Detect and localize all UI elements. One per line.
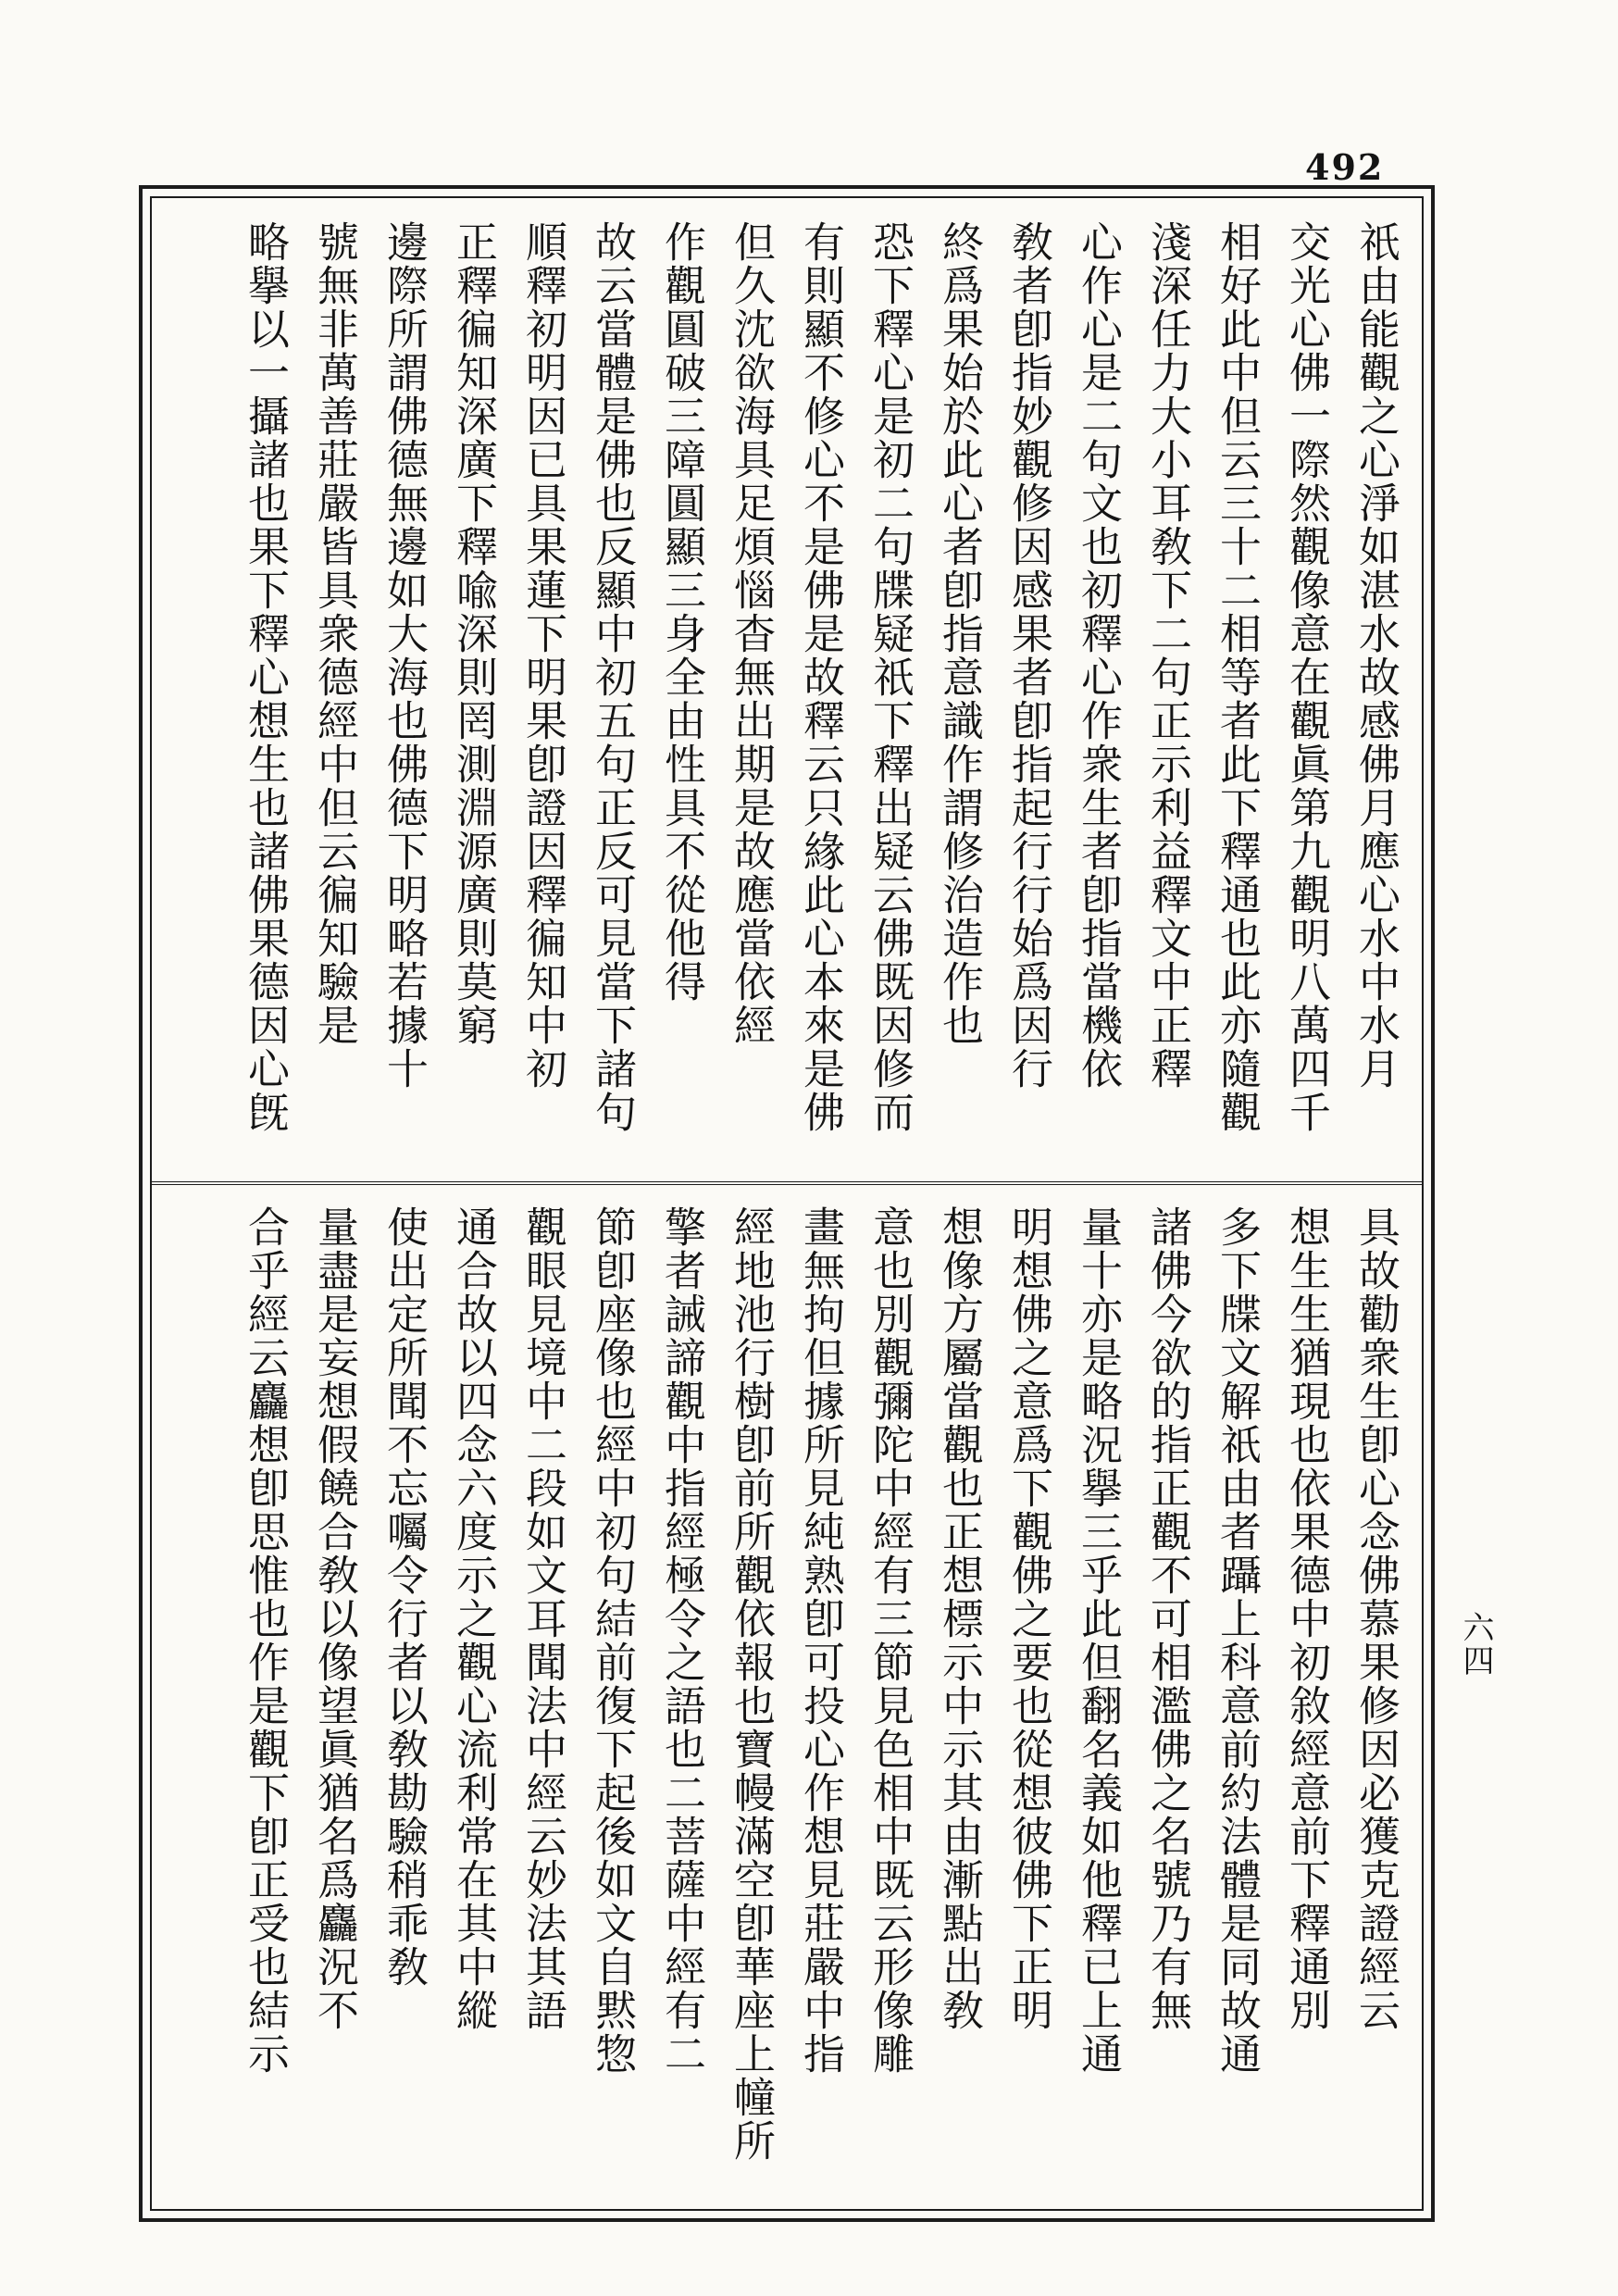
text-column: 經地池行樹卽前所觀依報也寶幔滿空卽華座上幢所 bbox=[727, 1205, 776, 2163]
folio-number: 六四 bbox=[1457, 1611, 1494, 1678]
text-column: 量盡是妄想假饒合敎以像望眞猶名爲麤況不 bbox=[310, 1205, 359, 2032]
text-column: 合乎經云麤想卽思惟也作是觀下卽正受也結示 bbox=[241, 1205, 290, 2076]
text-column: 相好此中但云三十二相等者此下釋通也此亦隨觀 bbox=[1213, 220, 1262, 1134]
text-column: 略擧以一攝諸也果下釋心想生也諸佛果德因心旣 bbox=[241, 220, 290, 1134]
text-column: 交光心佛一際然觀像意在觀眞第九觀明八萬四千 bbox=[1282, 220, 1331, 1134]
text-column: 號無非萬善莊嚴皆具衆德經中但云徧知驗是 bbox=[310, 220, 359, 1047]
text-column: 通合故以四念六度示之觀心流利常在其中縱 bbox=[449, 1205, 498, 2032]
text-column: 具故勸衆生卽心念佛慕果修因必獲克證經云 bbox=[1351, 1205, 1400, 2032]
text-column: 多下牒文解祇由者躡上科意前約法體是同故通 bbox=[1213, 1205, 1262, 2076]
text-column: 量十亦是略況擧三乎此但翻名義如他釋已上通 bbox=[1074, 1205, 1123, 2076]
text-column: 明想佛之意爲下觀佛之要也從想彼佛下正明 bbox=[1004, 1205, 1053, 2032]
text-column: 恐下釋心是初二句牒疑祇下釋出疑云佛既因修而 bbox=[865, 220, 915, 1134]
text-column: 想生生猶現也依果德中初敘經意前下釋通別 bbox=[1282, 1205, 1331, 2032]
text-column: 淺深任力大小耳敎下二句正示利益釋文中正釋 bbox=[1143, 220, 1192, 1091]
text-column: 擎者誡諦觀中指經極令之語也二菩薩中經有二 bbox=[657, 1205, 706, 2076]
text-column: 作觀圓破三障圓顯三身全由性具不從他得 bbox=[657, 220, 706, 1004]
text-column: 正釋徧知深廣下釋喩深則罔測淵源廣則莫窮 bbox=[449, 220, 498, 1047]
text-column: 祇由能觀之心淨如湛水故感佛月應心水中水月 bbox=[1351, 220, 1400, 1091]
text-column: 節卽座像也經中初句結前復下起後如文自黙惣 bbox=[588, 1205, 637, 2076]
text-frame bbox=[139, 185, 1435, 2222]
text-column: 畫無拘但據所見純熟卽可投心作想見莊嚴中指 bbox=[796, 1205, 845, 2076]
text-column: 諸佛今欲的指正觀不可相濫佛之名號乃有無 bbox=[1143, 1205, 1192, 2032]
text-column: 終爲果始於此心者卽指意識作謂修治造作也 bbox=[935, 220, 984, 1047]
text-column: 邊際所謂佛德無邊如大海也佛德下明略若據十 bbox=[380, 220, 429, 1091]
text-column: 順釋初明因已具果蓮下明果卽證因釋徧知中初 bbox=[518, 220, 567, 1091]
lower-register bbox=[143, 189, 1431, 2218]
text-column: 但久沈欲海具足煩惱杳無出期是故應當依經 bbox=[727, 220, 776, 1047]
text-column: 敎者卽指妙觀修因感果者卽指起行行始爲因行 bbox=[1004, 220, 1053, 1091]
text-column: 使出定所聞不忘囑令行者以敎勘驗稍乖敎 bbox=[380, 1205, 429, 1989]
text-column: 觀眼見境中二段如文耳聞法中經云妙法其語 bbox=[518, 1205, 567, 2032]
page-number: 492 bbox=[1305, 146, 1385, 188]
text-column: 意也別觀彌陀中經有三節見色相中既云形像雕 bbox=[865, 1205, 915, 2076]
text-column: 有則顯不修心不是佛是故釋云只緣此心本來是佛 bbox=[796, 220, 845, 1134]
text-column: 想像方屬當觀也正想標示中示其由漸點出敎 bbox=[935, 1205, 984, 2032]
text-column: 故云當體是佛也反顯中初五句正反可見當下諸句 bbox=[588, 220, 637, 1134]
text-column: 心作心是二句文也初釋心作衆生者卽指當機依 bbox=[1074, 220, 1123, 1091]
